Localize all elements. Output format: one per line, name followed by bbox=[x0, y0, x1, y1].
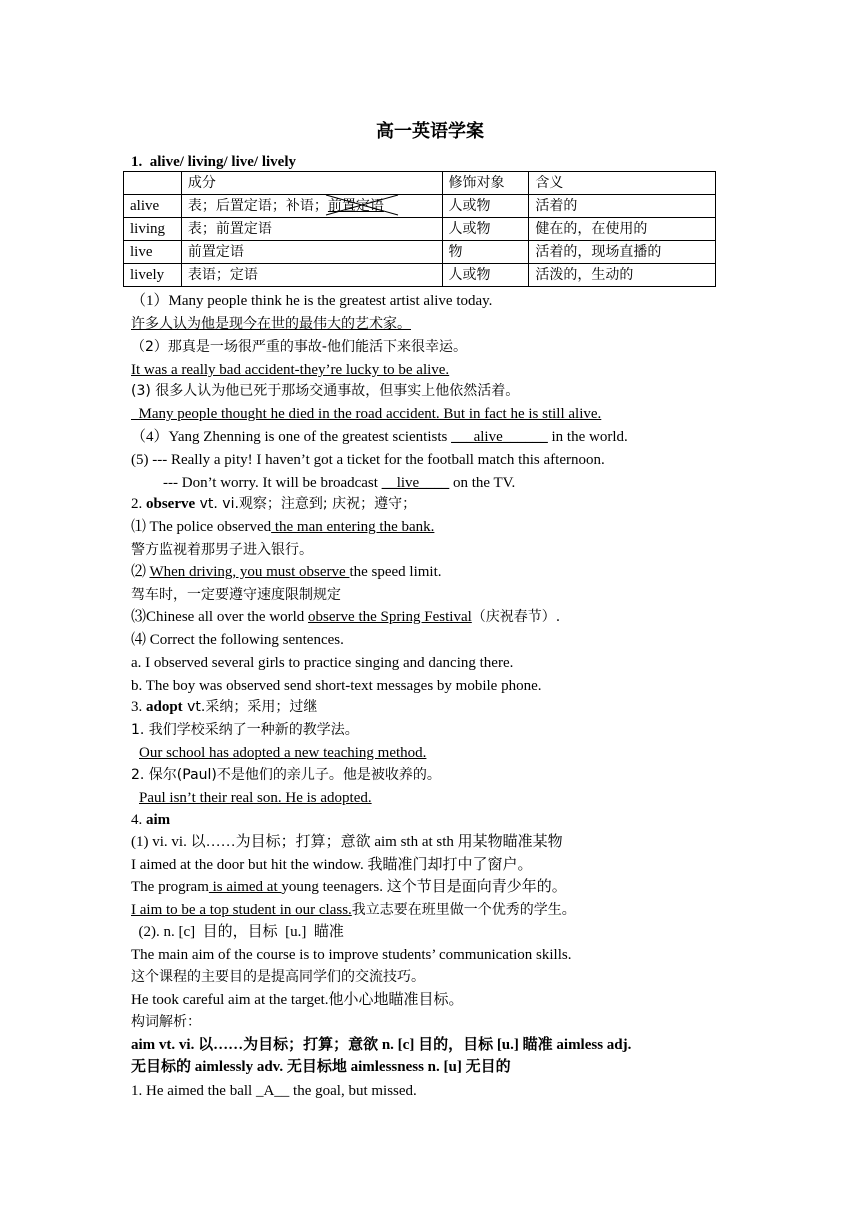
aim-example-3-underlined: I aim to be a top student in our class. bbox=[131, 902, 352, 918]
adopt-example-1: 1. 我们学校采纳了一种新的教学法。 bbox=[131, 722, 359, 738]
word-cell: lively bbox=[124, 264, 182, 287]
example-4-text: （4）Yang Zhenning is one of the greatest scientists bbox=[131, 429, 452, 445]
section-4-number: 4. bbox=[131, 812, 146, 828]
aim-example-3 bbox=[131, 900, 576, 920]
section-2-heading bbox=[131, 494, 416, 514]
section-4-word: aim bbox=[146, 812, 171, 828]
role-cell: 表语；定语 bbox=[181, 264, 442, 287]
struck-role bbox=[328, 196, 384, 216]
table-row bbox=[124, 241, 716, 264]
example-4-text-end: in the world. bbox=[547, 429, 628, 445]
observe-exercise-a: a. I observed several girls to practice singing and dancing there. bbox=[131, 655, 514, 671]
section-3-heading bbox=[131, 697, 317, 717]
adopt-example-2-translation: Paul isn’t their real son. He is adopted. bbox=[139, 790, 372, 806]
word-formation-line-2: 无目标的 aimlessly adv. 无目标地 aimlessness n. [u] 无目的 bbox=[131, 1059, 511, 1075]
role-text: 表；后置定语；补语； bbox=[187, 198, 328, 214]
aim-example-2-underlined: is aimed at bbox=[208, 879, 282, 895]
observe-example-3 bbox=[131, 607, 560, 627]
table-row bbox=[124, 218, 716, 241]
word-cell: living bbox=[124, 218, 182, 241]
aim-definition-2: (2). n. [c] 目的，目标 [u.] 瞄准 bbox=[131, 924, 344, 940]
table-header-cell bbox=[124, 172, 182, 195]
table-row bbox=[124, 264, 716, 287]
example-5-reply bbox=[163, 473, 515, 493]
example-4 bbox=[131, 427, 628, 447]
table-row bbox=[124, 195, 716, 218]
example-1: （1）Many people think he is the greatest artist alive today. bbox=[131, 293, 493, 309]
observe-example-1-underlined: the man entering the bank. bbox=[271, 519, 435, 535]
meaning-cell: 活泼的，生动的 bbox=[529, 264, 716, 287]
aim-example-3-translation: 我立志要在班里做一个优秀的学生。 bbox=[351, 902, 576, 918]
section-4-heading bbox=[131, 810, 170, 830]
adopt-example-2: 2. 保尔(Paul)不是他们的亲儿子。他是被收养的。 bbox=[131, 767, 441, 783]
observe-example-1-text: ⑴ The police observed bbox=[131, 519, 272, 535]
observe-exercise-b: b. The boy was observed send short-text messages by mobile phone. bbox=[131, 678, 542, 694]
struck-role-text: 前置定语 bbox=[327, 198, 384, 214]
aim-exercise-1: 1. He aimed the ball _A__ the goal, but missed. bbox=[131, 1083, 417, 1099]
observe-example-2-number: ⑵ bbox=[131, 564, 150, 580]
aim-example-1: I aimed at the door but hit the window. 我瞄准门却打中了窗户。 bbox=[131, 857, 533, 873]
target-cell: 物 bbox=[442, 241, 529, 264]
section-3-number: 3. bbox=[131, 699, 146, 715]
section-1-number: 1. bbox=[131, 154, 143, 170]
word-formation-label: 构词解析： bbox=[131, 1014, 201, 1030]
example-5: (5) --- Really a pity! I haven’t got a ticket for the football match this afternoon. bbox=[131, 452, 605, 468]
section-1-heading bbox=[131, 152, 296, 172]
table-header-cell: 修饰对象 bbox=[442, 172, 529, 195]
meaning-cell: 活着的 bbox=[529, 195, 716, 218]
meaning-cell: 活着的，现场直播的 bbox=[529, 241, 716, 264]
observe-example-3-underlined: observe the Spring Festival bbox=[308, 609, 472, 625]
section-2-definition: vt. vi.观察；注意到; 庆祝；遵守； bbox=[195, 496, 417, 512]
role-cell: 表；前置定语 bbox=[181, 218, 442, 241]
page-title: 高一英语学案 bbox=[376, 121, 484, 142]
observe-example-3-text: ⑶Chinese all over the world bbox=[131, 609, 309, 625]
section-1-title: alive/ living/ live/ lively bbox=[149, 154, 296, 170]
section-2-word: observe bbox=[146, 496, 196, 512]
observe-example-1-translation: 警方监视着那男子进入银行。 bbox=[131, 542, 313, 558]
section-3-word: adopt bbox=[146, 699, 183, 715]
aim-example-2 bbox=[131, 877, 567, 897]
observe-example-2-translation: 驾车时，一定要遵守速度限制规定 bbox=[131, 587, 341, 603]
table-header-row bbox=[124, 172, 716, 195]
observe-example-2 bbox=[131, 562, 442, 582]
strike-cross-icon bbox=[324, 192, 400, 218]
word-comparison-table bbox=[123, 171, 716, 287]
example-5-answer: __live____ bbox=[381, 475, 450, 491]
aim-example-2-text: The program bbox=[131, 879, 209, 895]
role-cell: 前置定语 bbox=[181, 241, 442, 264]
word-formation-line-1: aim vt. vi. 以……为目标；打算；意欲 n. [c] 目的，目标 [u.] 瞄准 aimless adj. bbox=[131, 1037, 632, 1053]
target-cell: 人或物 bbox=[442, 195, 529, 218]
observe-example-2-underlined: When driving, you must observe bbox=[149, 564, 350, 580]
target-cell: 人或物 bbox=[442, 264, 529, 287]
aim-example-5: He took careful aim at the target.他小心地瞄准目标。 bbox=[131, 992, 464, 1008]
example-2: （2）那真是一场很严重的事故-他们能活下来很幸运。 bbox=[131, 339, 467, 355]
meaning-cell: 健在的，在使用的 bbox=[529, 218, 716, 241]
aim-example-2-text-end: young teenagers. 这个节目是面向青少年的。 bbox=[281, 879, 567, 895]
observe-example-3-note: （庆祝春节）. bbox=[471, 609, 561, 625]
aim-example-4-translation: 这个课程的主要目的是提高同学们的交流技巧。 bbox=[131, 969, 425, 985]
observe-exercise-instruction: ⑷ Correct the following sentences. bbox=[131, 632, 344, 648]
example-1-translation: 许多人认为他是现今在世的最伟大的艺术家。 bbox=[131, 316, 411, 332]
example-3-translation: Many people thought he died in the road accident. But in fact he is still alive. bbox=[131, 406, 602, 422]
role-cell bbox=[181, 195, 442, 218]
table-header-cell: 成分 bbox=[181, 172, 442, 195]
word-cell: live bbox=[124, 241, 182, 264]
section-3-definition: vt.采纳；采用；过继 bbox=[182, 699, 318, 715]
example-5-reply-end: on the TV. bbox=[449, 475, 516, 491]
observe-example-2-text: the speed limit. bbox=[349, 564, 442, 580]
aim-definition-1: (1) vi. vi. 以……为目标；打算；意欲 aim sth at sth 用某物瞄准某物 bbox=[131, 834, 563, 850]
example-4-answer: ___alive______ bbox=[451, 429, 548, 445]
section-2-number: 2. bbox=[131, 496, 146, 512]
target-cell: 人或物 bbox=[442, 218, 529, 241]
aim-example-4: The main aim of the course is to improve students’ communication skills. bbox=[131, 947, 572, 963]
table-header-cell: 含义 bbox=[529, 172, 716, 195]
word-cell: alive bbox=[124, 195, 182, 218]
adopt-example-1-translation: Our school has adopted a new teaching method. bbox=[139, 745, 427, 761]
example-3: (3) 很多人认为他已死于那场交通事故，但事实上他依然活着。 bbox=[131, 383, 520, 399]
example-2-translation: It was a really bad accident-they’re lucky to be alive. bbox=[131, 362, 450, 378]
observe-example-1 bbox=[131, 517, 434, 537]
example-5-reply-text: --- Don’t worry. It will be broadcast bbox=[163, 475, 382, 491]
